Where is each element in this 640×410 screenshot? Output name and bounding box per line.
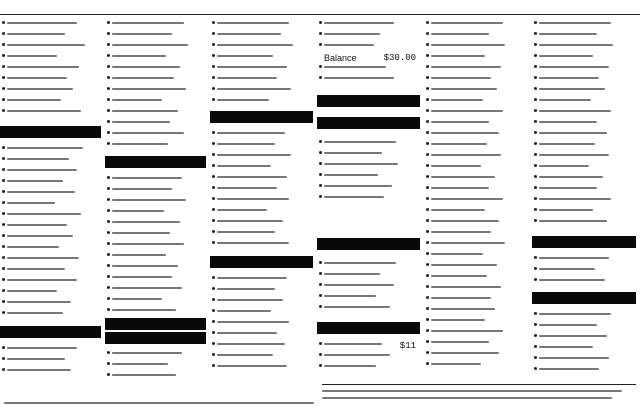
list-item bbox=[217, 187, 277, 189]
list-item bbox=[217, 299, 283, 301]
list-item bbox=[112, 99, 162, 101]
list-item bbox=[431, 66, 501, 68]
column-3 bbox=[210, 0, 317, 383]
list-item bbox=[539, 279, 605, 281]
section-bar bbox=[105, 318, 206, 330]
list-item bbox=[431, 99, 483, 101]
list-item bbox=[7, 191, 75, 193]
list-item bbox=[112, 132, 184, 134]
list-item bbox=[324, 343, 382, 345]
list-item bbox=[431, 286, 501, 288]
list-item bbox=[217, 132, 285, 134]
list-item bbox=[539, 22, 611, 24]
list-item bbox=[431, 55, 485, 57]
list-item bbox=[431, 363, 481, 365]
list-item bbox=[539, 176, 603, 178]
list-item bbox=[324, 152, 382, 154]
list-item bbox=[7, 246, 59, 248]
list-item bbox=[217, 165, 271, 167]
list-item bbox=[539, 324, 597, 326]
header-text bbox=[424, 0, 532, 15]
list-item bbox=[112, 352, 182, 354]
list-item bbox=[324, 185, 392, 187]
list-item bbox=[217, 365, 287, 367]
list-item bbox=[431, 143, 487, 145]
list-item bbox=[7, 33, 65, 35]
list-item bbox=[539, 257, 609, 259]
list-item bbox=[217, 77, 277, 79]
section-bar bbox=[317, 117, 420, 129]
list-item bbox=[112, 66, 180, 68]
list-item bbox=[112, 309, 176, 311]
list-item bbox=[431, 242, 505, 244]
list-item bbox=[112, 199, 186, 201]
list-item bbox=[7, 169, 77, 171]
list-item bbox=[112, 287, 182, 289]
list-item bbox=[539, 121, 597, 123]
column-6 bbox=[532, 0, 640, 383]
section-bar bbox=[105, 156, 206, 168]
header-text bbox=[532, 0, 640, 15]
list-item bbox=[431, 44, 505, 46]
list-item bbox=[539, 335, 607, 337]
list-item bbox=[112, 88, 186, 90]
list-item bbox=[112, 55, 166, 57]
list-item bbox=[7, 22, 77, 24]
list-item bbox=[539, 357, 609, 359]
list-item bbox=[7, 257, 79, 259]
list-item bbox=[324, 174, 378, 176]
section-bar bbox=[105, 332, 206, 344]
list-item bbox=[324, 163, 398, 165]
list-item bbox=[217, 209, 267, 211]
list-item bbox=[7, 347, 77, 349]
header-text bbox=[0, 0, 105, 15]
list-item bbox=[7, 235, 73, 237]
list-item bbox=[217, 99, 269, 101]
list-item bbox=[431, 253, 483, 255]
list-item bbox=[324, 44, 374, 46]
footer-rule bbox=[322, 384, 636, 385]
list-item bbox=[539, 220, 607, 222]
list-item bbox=[7, 55, 57, 57]
list-item bbox=[539, 44, 613, 46]
list-item bbox=[112, 143, 168, 145]
list-item bbox=[324, 141, 396, 143]
section-bar bbox=[0, 326, 101, 338]
list-item bbox=[7, 158, 69, 160]
list-item bbox=[431, 209, 485, 211]
list-item bbox=[217, 354, 273, 356]
list-item bbox=[539, 165, 589, 167]
list-item bbox=[539, 66, 609, 68]
list-item bbox=[539, 55, 593, 57]
list-item bbox=[324, 284, 394, 286]
list-item bbox=[431, 319, 485, 321]
list-item bbox=[7, 369, 71, 371]
list-item bbox=[7, 268, 65, 270]
list-item bbox=[112, 298, 162, 300]
list-item bbox=[217, 231, 275, 233]
list-item bbox=[217, 310, 271, 312]
list-item bbox=[431, 198, 503, 200]
list-item bbox=[112, 254, 166, 256]
list-item bbox=[112, 221, 180, 223]
footnote bbox=[322, 390, 622, 392]
list-item bbox=[324, 354, 390, 356]
list-item bbox=[431, 77, 491, 79]
list-item bbox=[7, 358, 65, 360]
section-bar bbox=[317, 95, 420, 107]
list-item bbox=[217, 154, 291, 156]
list-item bbox=[324, 33, 380, 35]
column-2 bbox=[105, 0, 210, 383]
list-item bbox=[539, 143, 595, 145]
list-item bbox=[7, 99, 61, 101]
list-item bbox=[431, 176, 495, 178]
list-item bbox=[217, 44, 293, 46]
list-item bbox=[112, 44, 188, 46]
list-item bbox=[431, 220, 499, 222]
list-item bbox=[539, 368, 599, 370]
list-item bbox=[324, 77, 394, 79]
list-item bbox=[217, 198, 289, 200]
section-bar bbox=[532, 236, 636, 248]
list-item bbox=[431, 22, 503, 24]
list-item bbox=[7, 213, 81, 215]
section-bar bbox=[210, 256, 313, 268]
list-item bbox=[431, 88, 497, 90]
list-item bbox=[112, 177, 182, 179]
list-item bbox=[324, 295, 376, 297]
list-item bbox=[431, 308, 495, 310]
list-item bbox=[217, 343, 285, 345]
list-item bbox=[112, 363, 168, 365]
list-item bbox=[112, 110, 178, 112]
list-item bbox=[431, 330, 503, 332]
list-item bbox=[324, 306, 390, 308]
list-item bbox=[7, 279, 77, 281]
list-item bbox=[7, 147, 83, 149]
list-item bbox=[112, 77, 174, 79]
list-item bbox=[431, 33, 489, 35]
list-item bbox=[539, 132, 607, 134]
list-item bbox=[217, 321, 289, 323]
footnote bbox=[4, 402, 314, 404]
list-item bbox=[7, 224, 67, 226]
list-item bbox=[539, 198, 611, 200]
list-item bbox=[431, 132, 499, 134]
list-item bbox=[112, 22, 184, 24]
list-item bbox=[112, 265, 178, 267]
list-item bbox=[324, 262, 396, 264]
header-text bbox=[317, 0, 424, 15]
list-item bbox=[539, 268, 595, 270]
list-item bbox=[431, 341, 489, 343]
balance-label: Balance bbox=[324, 53, 357, 63]
list-item bbox=[539, 187, 597, 189]
list-item bbox=[112, 276, 172, 278]
list-item bbox=[217, 143, 275, 145]
list-item bbox=[7, 110, 81, 112]
section-bar bbox=[532, 292, 636, 304]
list-item bbox=[431, 264, 497, 266]
section-bar bbox=[317, 322, 420, 334]
list-item bbox=[539, 110, 611, 112]
list-item bbox=[112, 210, 164, 212]
list-item bbox=[539, 77, 599, 79]
list-item bbox=[217, 33, 281, 35]
column-5 bbox=[424, 0, 532, 383]
list-item bbox=[217, 242, 289, 244]
list-item bbox=[324, 22, 394, 24]
list-item bbox=[112, 374, 176, 376]
list-item bbox=[112, 243, 184, 245]
list-item bbox=[217, 332, 277, 334]
header-text bbox=[105, 0, 210, 15]
list-item bbox=[7, 44, 85, 46]
list-item bbox=[217, 22, 289, 24]
list-item bbox=[7, 312, 63, 314]
footnote bbox=[322, 397, 612, 399]
list-item bbox=[7, 66, 79, 68]
list-item bbox=[324, 66, 386, 68]
list-item bbox=[217, 277, 287, 279]
section-bar bbox=[210, 111, 313, 123]
list-item bbox=[112, 33, 172, 35]
column-4 bbox=[317, 0, 424, 383]
list-item bbox=[431, 297, 491, 299]
list-item bbox=[7, 180, 63, 182]
column-1 bbox=[0, 0, 105, 383]
list-item bbox=[112, 232, 170, 234]
list-item bbox=[539, 99, 591, 101]
list-item bbox=[431, 121, 489, 123]
section-bar bbox=[317, 238, 420, 250]
price-value: $11 bbox=[399, 341, 416, 351]
list-item bbox=[7, 290, 57, 292]
list-item bbox=[431, 352, 499, 354]
list-item bbox=[217, 55, 273, 57]
list-item bbox=[431, 154, 501, 156]
list-item bbox=[431, 110, 503, 112]
list-item bbox=[217, 176, 287, 178]
list-item bbox=[324, 196, 384, 198]
list-item bbox=[217, 220, 283, 222]
list-item bbox=[431, 275, 487, 277]
price-value: $30.00 bbox=[383, 53, 416, 63]
list-item bbox=[539, 313, 611, 315]
list-item bbox=[324, 365, 376, 367]
list-item bbox=[112, 188, 172, 190]
list-item bbox=[7, 88, 73, 90]
list-item bbox=[7, 77, 67, 79]
list-item bbox=[431, 187, 489, 189]
list-item bbox=[217, 288, 275, 290]
list-item bbox=[217, 66, 287, 68]
list-item bbox=[539, 33, 597, 35]
list-item bbox=[324, 273, 380, 275]
list-item bbox=[217, 88, 291, 90]
list-item bbox=[431, 165, 481, 167]
list-item bbox=[112, 121, 170, 123]
list-item bbox=[431, 231, 491, 233]
list-item bbox=[7, 301, 71, 303]
list-item bbox=[7, 202, 55, 204]
header-text bbox=[210, 0, 317, 15]
section-bar bbox=[0, 126, 101, 138]
list-item bbox=[539, 88, 605, 90]
list-item bbox=[539, 346, 593, 348]
list-item bbox=[539, 209, 593, 211]
list-item bbox=[539, 154, 609, 156]
